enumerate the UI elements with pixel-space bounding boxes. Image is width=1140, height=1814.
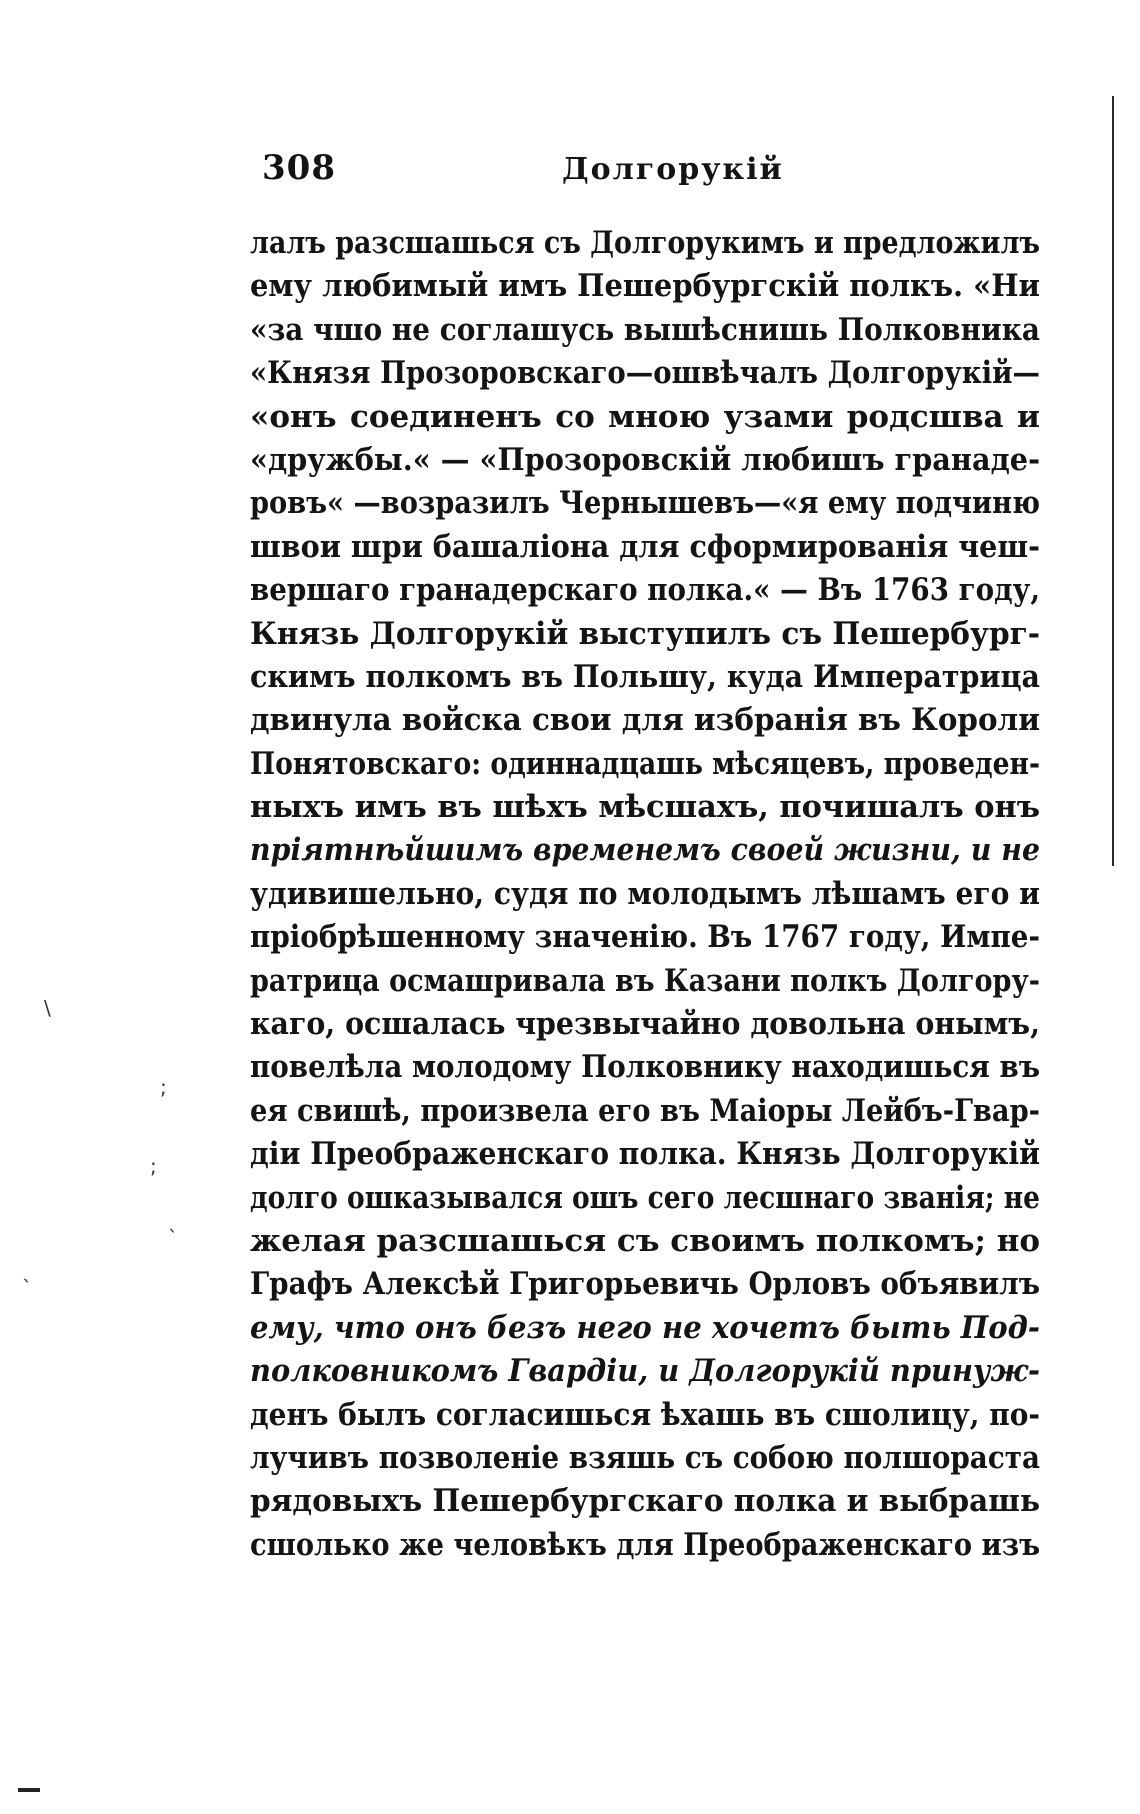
body-text xyxy=(250,222,1040,1567)
text-line: желая разсшашься съ своимъ полкомъ; но xyxy=(250,1222,1040,1259)
margin-mark: ; xyxy=(150,1154,157,1178)
margin-mark: ; xyxy=(160,1075,167,1099)
text-line: Князь Долгорукій выступилъ съ Пешербург- xyxy=(250,615,1040,652)
text-line: денъ былъ согласишься ѣхашь въ сшолицу, по- xyxy=(250,1396,1040,1433)
page-header xyxy=(262,148,1032,192)
scan-edge-mark xyxy=(18,1788,40,1792)
text-line: сшолько же человѣкъ для Преображенскаго изъ xyxy=(250,1526,1040,1563)
text-line: пріятнѣйшимъ временемъ своей жизни, и не xyxy=(250,832,1040,869)
text-line: каго, осшалась чрезвычайно довольна онымъ, xyxy=(250,1006,1040,1043)
text-line: діи Преображенскаго полка. Князь Долгорукій xyxy=(250,1136,1040,1173)
text-line: швои шри башаліона для сформированія чеш- xyxy=(250,528,1040,565)
text-line: ему любимый имъ Пешербургскій полкъ. «Ни xyxy=(250,268,1040,305)
text-line: «за чшо не соглашусь вышѣснишь Полковника xyxy=(250,311,1040,348)
text-line: вершаго гранадерскаго полка.« — Въ 1763 году, xyxy=(250,572,1040,609)
text-line: повелѣла молодому Полковнику находишься въ xyxy=(250,1049,1040,1086)
text-line: Графъ Алексѣй Григорьевичь Орловъ объявилъ xyxy=(250,1266,1040,1303)
text-line: пріобрѣшенному значенію. Въ 1767 году, Импе- xyxy=(250,919,1040,956)
running-head: Долгорукій xyxy=(562,152,784,187)
text-line: долго ошказывался ошъ сего лесшнаго званія; не xyxy=(250,1179,1040,1216)
text-line: скимъ полкомъ въ Польшу, куда Императрица xyxy=(250,658,1040,695)
text-line: рядовыхъ Пешербургскаго полка и выбрашь xyxy=(250,1483,1040,1520)
margin-mark: \ xyxy=(44,996,51,1020)
text-line: «Князя Прозоровскаго—ошвѣчалъ Долгорукій— xyxy=(250,355,1040,392)
text-line: ему, что онъ безъ него не хочетъ быть Под- xyxy=(250,1309,1040,1346)
text-line: Понятовскаго: одиннадцашь мѣсяцевъ, проведен- xyxy=(250,745,1040,782)
text-line: двинула войска свои для избранія въ Короли xyxy=(250,702,1040,739)
text-line: ея свишѣ, произвела его въ Маіоры Лейбъ-Гвар- xyxy=(250,1092,1040,1129)
text-line: «онъ соединенъ со мною узами родсшва и xyxy=(250,398,1040,435)
page-number: 308 xyxy=(262,148,336,188)
text-line: «дружбы.« — «Прозоровскій любишъ гранаде- xyxy=(250,441,1040,478)
text-line: лалъ разсшашься съ Долгорукимъ и предложилъ xyxy=(250,225,1040,261)
page-edge-rule xyxy=(1112,96,1114,866)
text-line: полковникомъ Гвардіи, и Долгорукій принуж- xyxy=(250,1353,1040,1390)
text-line: удивишельно, судя по молодымъ лѣшамъ его и xyxy=(250,875,1040,912)
margin-mark: ` xyxy=(22,1276,32,1300)
text-line: лучивъ позволеніе взяшь съ собою полшораста xyxy=(250,1439,1040,1476)
text-line: ровъ« —возразилъ Чернышевъ—«я ему подчиню xyxy=(250,485,1040,522)
text-line: ратрица осмашривала въ Казани полкъ Долгору- xyxy=(250,962,1040,999)
margin-mark: ` xyxy=(168,1226,178,1250)
text-line: ныхъ имъ въ шѣхъ мѣсшахъ, почишалъ онъ xyxy=(250,789,1040,826)
